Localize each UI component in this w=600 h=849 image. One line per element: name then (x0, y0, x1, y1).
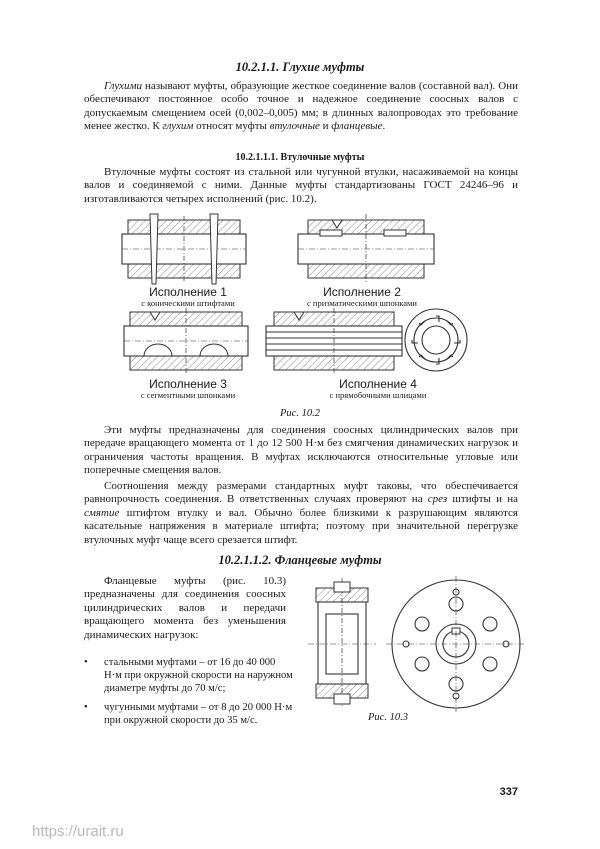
paragraph-sleeve-couplings (84, 166, 518, 206)
bullet-steel-text: стальными муфтами – от 16 до 40 000 Н·м при окружной скорости на наружном диаметре муфты до 70 м/с; (104, 657, 293, 695)
p1-text-d: . (382, 120, 386, 133)
page-number: 337 (499, 786, 518, 798)
term-sleeve: втулочные (269, 120, 320, 133)
paragraph-flange (84, 575, 286, 642)
p4-text-a: Соотношения между размерами стандартных муфт таковы, что обеспечивается равнопрочность соединения. В ответственных случаях проверяют на (84, 480, 518, 506)
term-shear: срез (427, 493, 448, 506)
p4-text-c: штифтом втулку и вал. Обычно более близкими к разрушающим являются касательные напряжения в материале штифта; поэтому при значительной перегрузке втулочных муфт чаще всего срезается штифт. (84, 506, 518, 546)
variant-1-subtitle: с коническими штифтами (141, 298, 235, 308)
variant-1-drawing (122, 214, 246, 284)
p2-text: Втулочные муфты состоят из стальной или чугунной втулки, насаживаемой на концы валов и соединяемой с ними. Данные муфты стандартизованы ГОСТ 24246–96 и изготавливаются четырех исполнений (рис. 10.2). (84, 166, 518, 205)
figure-10-2-caption: Рис. 10.2 (280, 408, 320, 419)
flange-front-view (386, 576, 524, 712)
variant-3-drawing (124, 308, 248, 374)
bullet-dot: • (84, 702, 88, 713)
bullet-cast-iron-text: чугунными муфтами – от 8 до 20 000 Н·м при окружной скорости до 35 м/с. (104, 702, 293, 727)
p1-text-b: относят муфты (193, 120, 270, 133)
variant-3-subtitle: с сегментными шпонками (140, 390, 236, 400)
bullet-steel (84, 656, 294, 696)
term-rigid-2: глухим (162, 120, 194, 133)
p5-text: Фланцевые муфты (рис. 10.3) предназначены для соединения соосных цилиндрических валов и передачи вращающего момента без уменьшения динамических нагрузок: (84, 575, 286, 641)
p3-text: Эти муфты предназначены для соединения соосных цилиндрических валов при передаче вращающего момента от 1 до 12 500 Н·м без смягчения динамических нагрузок и ограничения частоты вращения. В муфтах исключаются относительные угловые или поперечные смещения валов. (84, 424, 518, 477)
variant-2-subtitle: с призматическими шпонками (307, 298, 417, 308)
variant-2-title: Исполнение 2 (323, 285, 401, 299)
section-title: 10.2.1.1. Глухие муфты (235, 60, 365, 74)
term-rigid: Глухими (104, 80, 142, 92)
subsection-title-flange: 10.2.1.1.2. Фланцевые муфты (218, 553, 382, 567)
figure-10-3-caption: Рис. 10.3 (368, 712, 408, 723)
variant-2-drawing (298, 214, 434, 284)
term-crush: смятие (84, 506, 120, 519)
paragraph-strength (84, 480, 518, 547)
paragraph-purpose (84, 424, 518, 478)
variant-4-title: Исполнение 4 (339, 377, 417, 391)
figure-10-3-drawing (304, 574, 524, 724)
term-flange: фланцевые (331, 120, 383, 133)
p1-text-a: называют муфты, образующие жесткое соединение валов (составной вал). Они обеспечивают постоянное особо точное и надежное соединение соосных валов с допускаемым смещением осей (0,002–0,005) мм; в длинных валопроводах это требование менее жестко. К (84, 80, 518, 133)
paragraph-rigid-couplings (84, 80, 518, 134)
bullet-cast-iron (84, 701, 294, 727)
source-url[interactable]: https://urait.ru (32, 823, 124, 840)
flange-section-view (308, 578, 376, 708)
variant-1-title: Исполнение 1 (149, 285, 227, 299)
bullet-dot: • (84, 657, 88, 668)
p1-text-c: и (319, 120, 332, 133)
p4-text-b: штифты и на (447, 493, 518, 506)
variant-4-drawing (266, 308, 467, 374)
variant-4-subtitle: с прямобочными шлицами (329, 390, 427, 400)
variant-3-title: Исполнение 3 (149, 377, 227, 391)
subsection-title-sleeve: 10.2.1.1.1. Втулочные муфты (235, 152, 365, 163)
